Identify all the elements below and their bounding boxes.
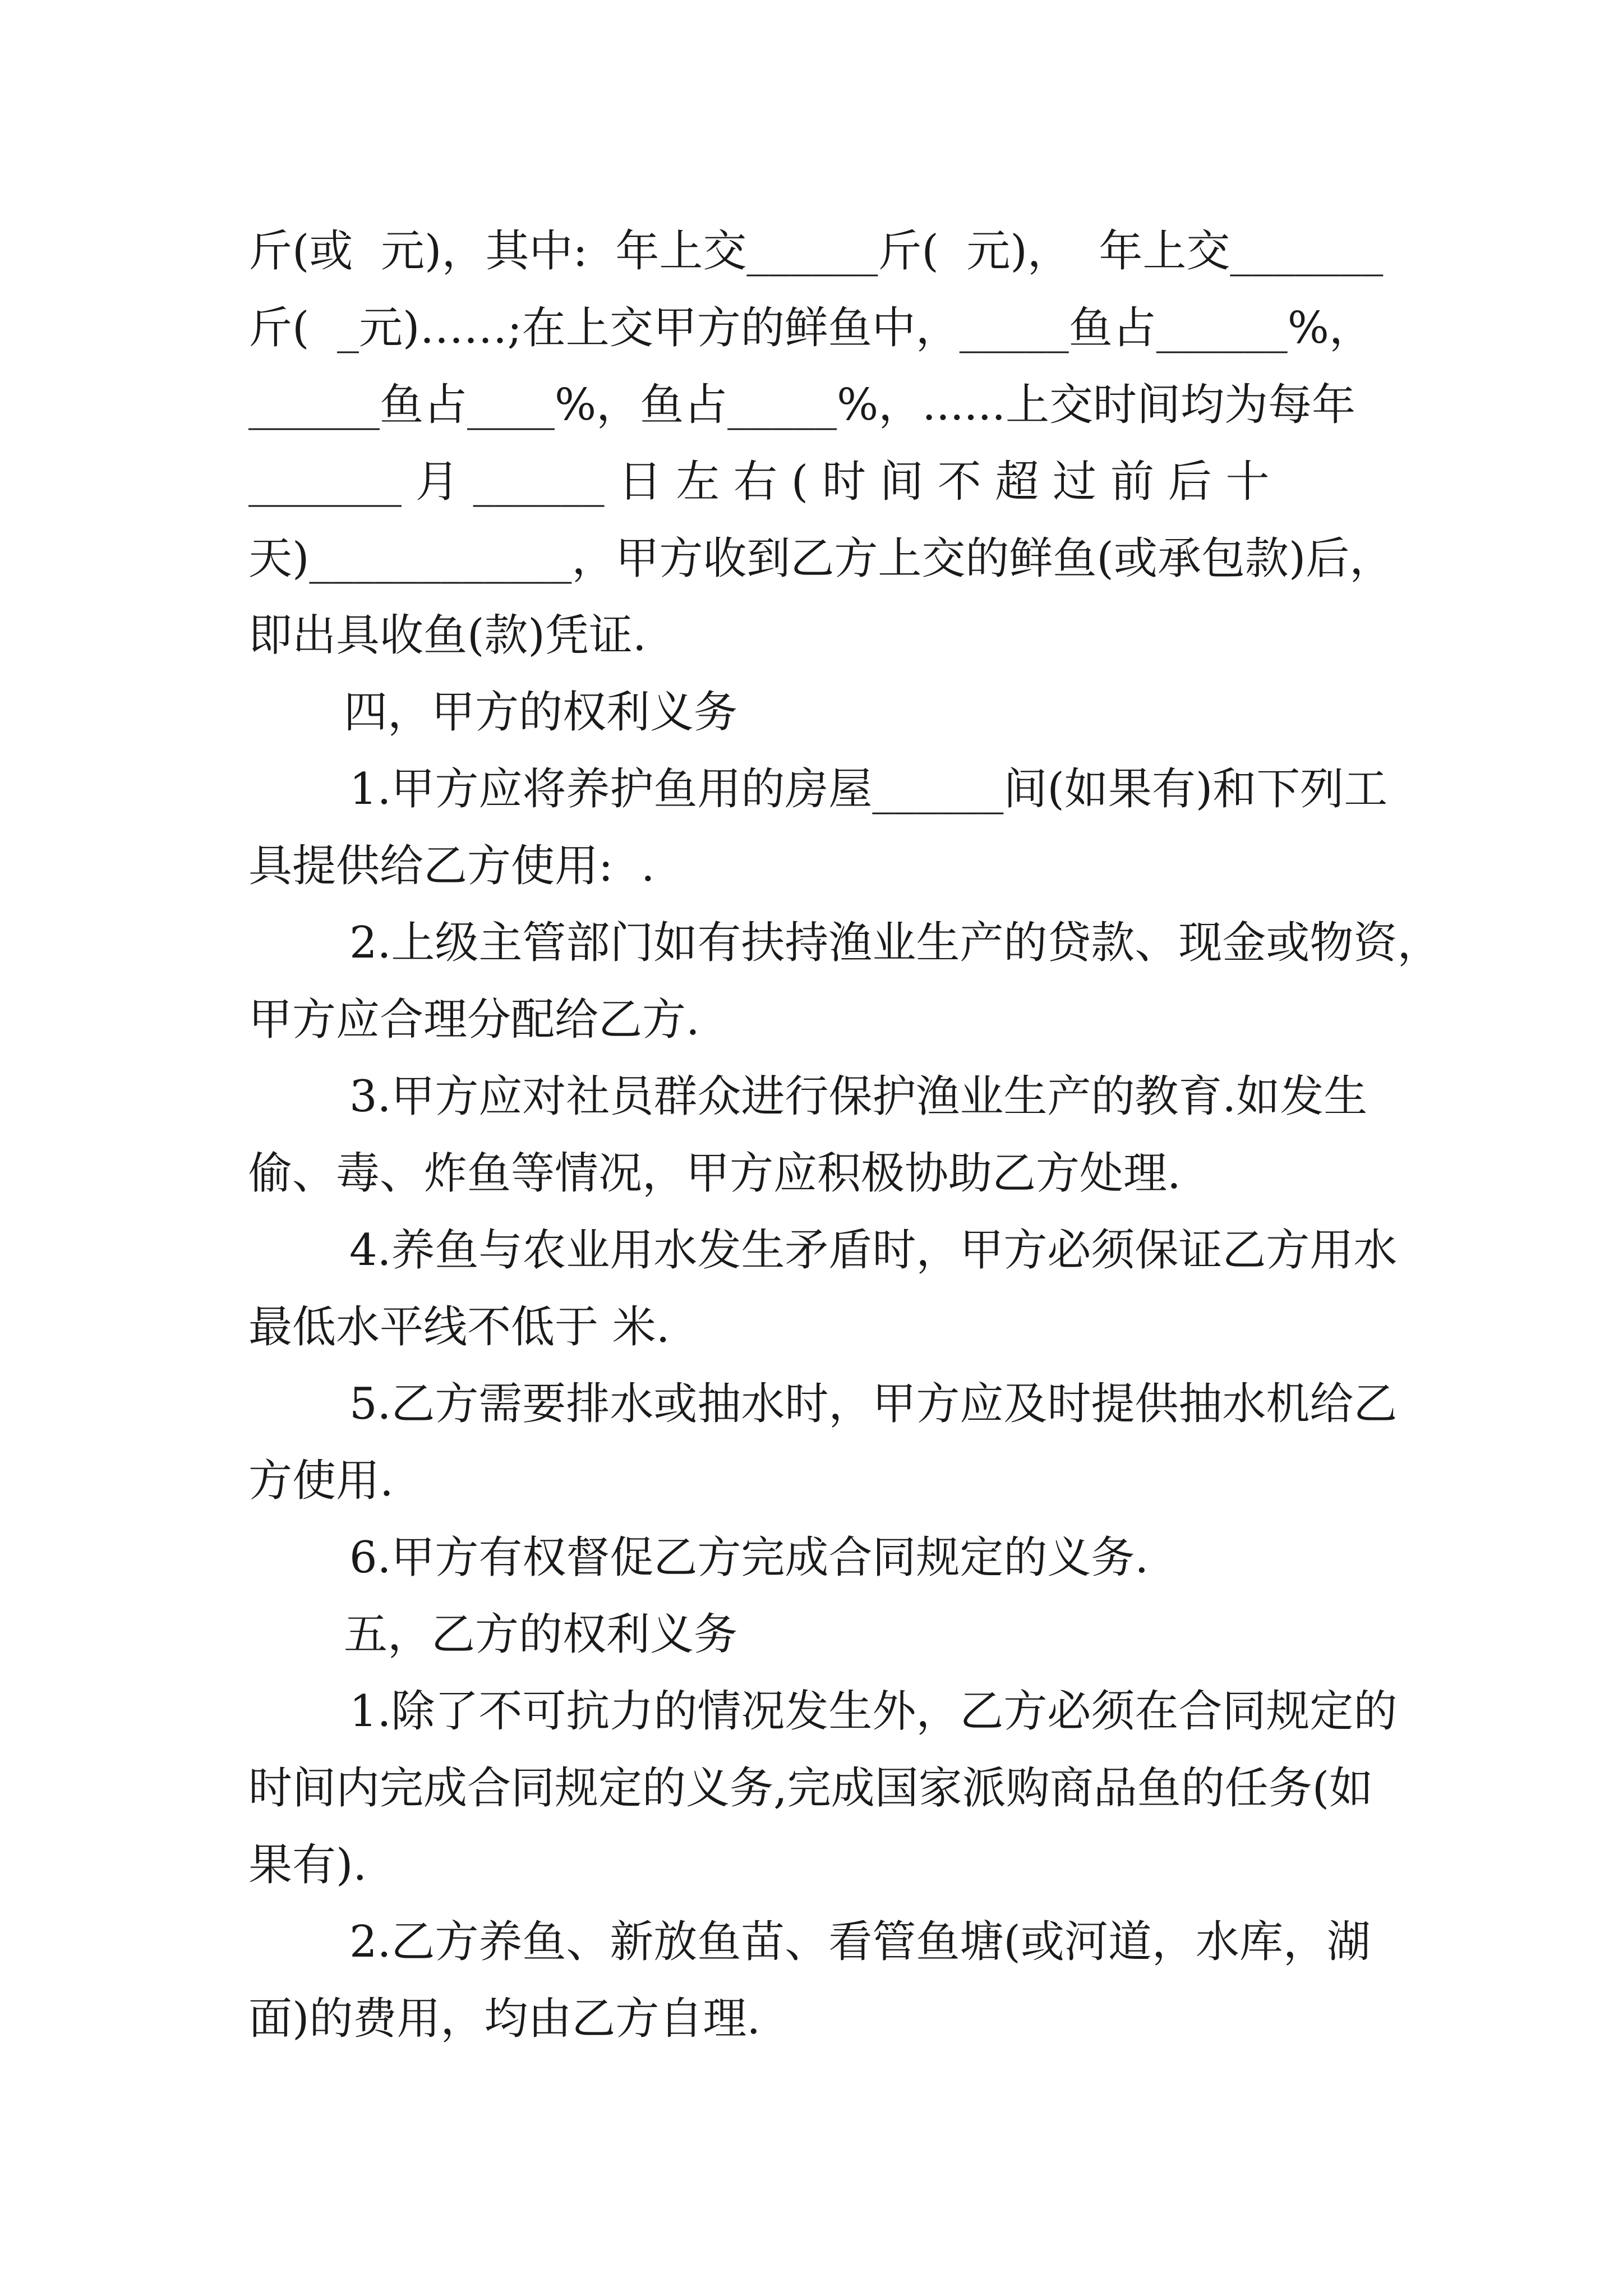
document-body: [248, 213, 1441, 2058]
clause-line: 果有).: [248, 1840, 367, 1890]
clause-line: 偷、毒、炸鱼等情况，甲方应积极协助乙方处理.: [248, 1148, 1181, 1199]
paragraph-line: 即出具收鱼(款)凭证.: [248, 610, 647, 661]
clause-line: 方使用.: [248, 1456, 394, 1506]
section-heading-4: 四，甲方的权利义务: [344, 687, 738, 738]
clause-line: 2.乙方养鱼、新放鱼苗、看管鱼塘(或河道，水库，湖: [349, 1917, 1371, 1967]
clause-line: 具提供给乙方使用: .: [248, 841, 655, 891]
clause-line: 1.除了不可抗力的情况发生外，乙方必须在合同规定的: [349, 1686, 1398, 1737]
clause-line: 1.甲方应将养护鱼用的房屋______间(如果有)和下列工: [349, 764, 1388, 815]
clause-line: 面)的费用，均由乙方自理.: [248, 1994, 761, 2044]
paragraph-line: ______鱼占____%，鱼占_____%，......上交时间均为每年: [248, 380, 1355, 430]
paragraph-line: 天)____________，甲方收到乙方上交的鲜鱼(或承包款)后，: [248, 533, 1394, 584]
clause-line: 2.上级主管部门如有扶持渔业生产的贷款、现金或物资，: [349, 918, 1441, 968]
clause-line: 甲方应合理分配给乙方.: [248, 995, 700, 1045]
clause-line: 5.乙方需要排水或抽水时，甲方应及时提供抽水机给乙: [349, 1379, 1398, 1429]
paragraph-line: 斤( _元)……;在上交甲方的鲜鱼中，_____鱼占______%，: [248, 303, 1373, 353]
clause-line: 最低水平线不低于 米.: [248, 1302, 670, 1352]
paragraph-line: 斤(或 元)，其中: 年上交______斤( 元)， 年上交_______: [248, 226, 1384, 277]
paragraph-line: _______ 月 ______ 日 左 右 ( 时 间 不 超 过 前 后 十: [248, 457, 1270, 507]
clause-line: 3.甲方应对社员群众进行保护渔业生产的教育.如发生: [349, 1071, 1368, 1122]
clause-line: 4.养鱼与农业用水发生矛盾时，甲方必须保证乙方用水: [349, 1225, 1398, 1276]
clause-line: 6.甲方有权督促乙方完成合同规定的义务.: [349, 1533, 1149, 1583]
clause-line: 时间内完成合同规定的义务,完成国家派购商品鱼的任务(如: [248, 1763, 1373, 1814]
section-heading-5: 五，乙方的权利义务: [344, 1609, 738, 1660]
